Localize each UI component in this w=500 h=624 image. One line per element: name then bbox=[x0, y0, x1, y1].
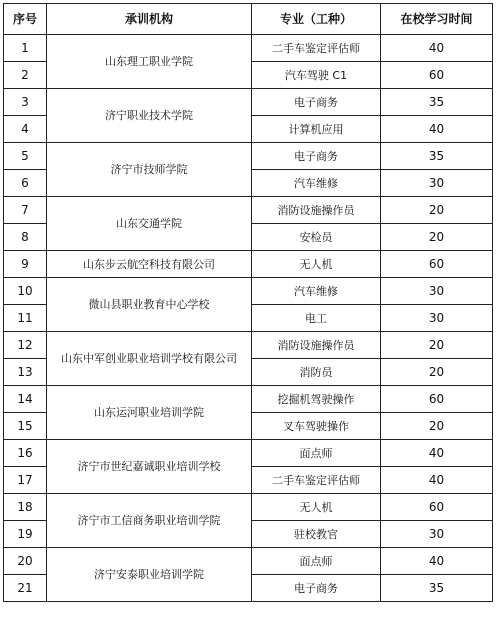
row-no: 5 bbox=[4, 143, 47, 170]
row-no: 7 bbox=[4, 197, 47, 224]
row-major: 面点师 bbox=[252, 440, 381, 467]
row-hours: 40 bbox=[381, 467, 493, 494]
table-row bbox=[4, 548, 493, 575]
row-no: 1 bbox=[4, 35, 47, 62]
row-major: 汽车驾驶 C1 bbox=[252, 62, 381, 89]
header-major: 专业（工种） bbox=[252, 4, 381, 35]
table-row bbox=[4, 332, 493, 359]
row-org: 山东理工职业学院 bbox=[47, 35, 252, 89]
row-no: 9 bbox=[4, 251, 47, 278]
row-no: 16 bbox=[4, 440, 47, 467]
row-no: 3 bbox=[4, 89, 47, 116]
row-org: 济宁市技师学院 bbox=[47, 143, 252, 197]
row-major: 消防员 bbox=[252, 359, 381, 386]
row-hours: 30 bbox=[381, 278, 493, 305]
row-hours: 60 bbox=[381, 251, 493, 278]
row-org: 济宁市世纪嘉诚职业培训学校 bbox=[47, 440, 252, 494]
row-major: 挖掘机驾驶操作 bbox=[252, 386, 381, 413]
row-hours: 20 bbox=[381, 224, 493, 251]
row-major: 电子商务 bbox=[252, 575, 381, 602]
row-hours: 20 bbox=[381, 332, 493, 359]
row-hours: 35 bbox=[381, 143, 493, 170]
table-row bbox=[4, 251, 493, 278]
row-no: 11 bbox=[4, 305, 47, 332]
row-major: 计算机应用 bbox=[252, 116, 381, 143]
row-no: 20 bbox=[4, 548, 47, 575]
row-org: 山东交通学院 bbox=[47, 197, 252, 251]
row-hours: 20 bbox=[381, 197, 493, 224]
row-major: 驻校教官 bbox=[252, 521, 381, 548]
row-hours: 60 bbox=[381, 62, 493, 89]
row-hours: 35 bbox=[381, 89, 493, 116]
row-hours: 30 bbox=[381, 521, 493, 548]
row-major: 二手车鉴定评估师 bbox=[252, 467, 381, 494]
row-no: 12 bbox=[4, 332, 47, 359]
row-no: 6 bbox=[4, 170, 47, 197]
row-hours: 40 bbox=[381, 116, 493, 143]
table-row bbox=[4, 278, 493, 305]
row-no: 19 bbox=[4, 521, 47, 548]
row-major: 电子商务 bbox=[252, 143, 381, 170]
row-no: 10 bbox=[4, 278, 47, 305]
row-major: 无人机 bbox=[252, 494, 381, 521]
row-hours: 40 bbox=[381, 440, 493, 467]
row-major: 面点师 bbox=[252, 548, 381, 575]
row-org: 济宁安泰职业培训学院 bbox=[47, 548, 252, 602]
row-no: 21 bbox=[4, 575, 47, 602]
table-row bbox=[4, 386, 493, 413]
row-major: 消防设施操作员 bbox=[252, 332, 381, 359]
row-org: 山东运河职业培训学院 bbox=[47, 386, 252, 440]
row-org: 济宁市工信商务职业培训学院 bbox=[47, 494, 252, 548]
header-org: 承训机构 bbox=[47, 4, 252, 35]
row-no: 14 bbox=[4, 386, 47, 413]
row-hours: 20 bbox=[381, 359, 493, 386]
table-row bbox=[4, 89, 493, 116]
row-hours: 40 bbox=[381, 548, 493, 575]
row-major: 电子商务 bbox=[252, 89, 381, 116]
table-row bbox=[4, 197, 493, 224]
row-no: 13 bbox=[4, 359, 47, 386]
table-row bbox=[4, 143, 493, 170]
table-row bbox=[4, 440, 493, 467]
table-row bbox=[4, 35, 493, 62]
training-institution-table bbox=[3, 3, 493, 602]
row-hours: 20 bbox=[381, 413, 493, 440]
row-major: 叉车驾驶操作 bbox=[252, 413, 381, 440]
row-no: 18 bbox=[4, 494, 47, 521]
header-hours: 在校学习时间 bbox=[381, 4, 493, 35]
row-major: 消防设施操作员 bbox=[252, 197, 381, 224]
row-org: 微山县职业教育中心学校 bbox=[47, 278, 252, 332]
row-hours: 35 bbox=[381, 575, 493, 602]
row-no: 2 bbox=[4, 62, 47, 89]
row-hours: 30 bbox=[381, 305, 493, 332]
row-hours: 40 bbox=[381, 35, 493, 62]
row-hours: 60 bbox=[381, 494, 493, 521]
row-major: 安检员 bbox=[252, 224, 381, 251]
row-major: 汽车维修 bbox=[252, 278, 381, 305]
row-major: 电工 bbox=[252, 305, 381, 332]
header-no: 序号 bbox=[4, 4, 47, 35]
row-org: 山东步云航空科技有限公司 bbox=[47, 251, 252, 278]
row-org: 济宁职业技术学院 bbox=[47, 89, 252, 143]
row-major: 二手车鉴定评估师 bbox=[252, 35, 381, 62]
row-org: 山东中军创业职业培训学校有限公司 bbox=[47, 332, 252, 386]
row-major: 无人机 bbox=[252, 251, 381, 278]
row-no: 4 bbox=[4, 116, 47, 143]
header-row bbox=[4, 4, 493, 35]
row-major: 汽车维修 bbox=[252, 170, 381, 197]
row-no: 8 bbox=[4, 224, 47, 251]
row-no: 17 bbox=[4, 467, 47, 494]
row-hours: 30 bbox=[381, 170, 493, 197]
row-hours: 60 bbox=[381, 386, 493, 413]
row-no: 15 bbox=[4, 413, 47, 440]
table-row bbox=[4, 494, 493, 521]
